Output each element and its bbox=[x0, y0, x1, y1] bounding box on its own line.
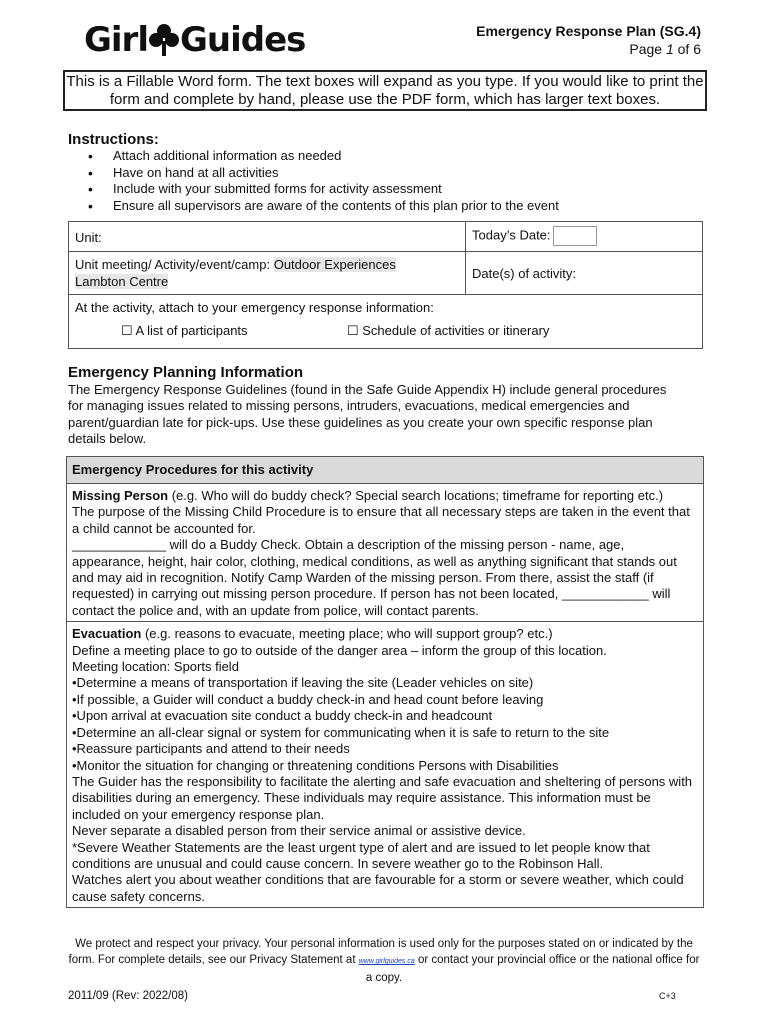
list-item: • Ensure all supervisors are aware of the contents of this plan prior to the event bbox=[88, 198, 559, 215]
missing-person-hint: (e.g. Who will do buddy check? Special search locations; timeframe for reporting etc.) bbox=[168, 488, 664, 503]
activity-dates-field[interactable] bbox=[466, 252, 703, 295]
evacuation-line: *Severe Weather Statements are the least urgent type of alert and are issued to let people know that conditions are unusual and could cause concern. In severe weather go to the Robinson Hall. bbox=[72, 839, 650, 871]
procedures-table bbox=[66, 456, 704, 908]
evacuation-line: Never separate a disabled person from their service animal or assistive device. bbox=[72, 823, 526, 839]
instructions-heading: Instructions: bbox=[68, 131, 159, 148]
evacuation-line: Watches alert you about weather conditions that are favourable for a storm or severe weather, which could cause safety concerns. bbox=[72, 872, 684, 904]
unit-label: Unit: bbox=[75, 230, 102, 245]
todays-date-label: Today’s Date: bbox=[472, 227, 551, 243]
privacy-statement bbox=[68, 936, 700, 986]
evacuation-line: The Guider has the responsibility to facilitate the alerting and safe evacuation and sheltering of persons with disabilities during an emergency. These individuals may require assistance. This information must be included on your emergency response plan. bbox=[72, 773, 693, 822]
evacuation-line: •Reassure participants and attend to their needs bbox=[72, 741, 350, 757]
girl-guides-logo bbox=[84, 18, 305, 62]
evacuation-line: •Upon arrival at evacuation site conduct a buddy check-in and headcount bbox=[72, 708, 493, 724]
fillable-form-notice: This is a Fillable Word form. The text boxes will expand as you type. If you would like to print the form and complete by hand, please use the PDF form, which has larger text boxes. bbox=[63, 70, 707, 111]
instructions-list bbox=[88, 148, 559, 214]
page-current: 1 bbox=[665, 41, 674, 57]
page-of: of 6 bbox=[677, 41, 701, 57]
todays-date-field bbox=[466, 222, 703, 252]
attachments-label: At the activity, attach to your emergency response information: bbox=[75, 300, 434, 315]
evacuation-hint: (e.g. reasons to evacuate, meeting place; who will support group? etc.) bbox=[141, 626, 553, 642]
missing-person-line: The purpose of the Missing Child Procedure is to ensure that all necessary steps are taken in the event that a child cannot be accounted for. bbox=[72, 504, 690, 536]
trefoil-icon bbox=[149, 23, 179, 57]
missing-person-title: Missing Person bbox=[72, 488, 169, 503]
evacuation-title: Evacuation bbox=[72, 626, 142, 642]
list-item: • Have on hand at all activities bbox=[88, 165, 559, 182]
list-item: • Include with your submitted forms for activity assessment bbox=[88, 181, 559, 198]
list-item: • Attach additional information as needed bbox=[88, 148, 559, 165]
evacuation-line: •If possible, a Guider will conduct a buddy check-in and head count before leaving bbox=[72, 691, 544, 707]
activity-value-line2[interactable]: Lambton Centre bbox=[75, 274, 169, 289]
evacuation-line: •Monitor the situation for changing or threatening conditions Persons with Disabilities bbox=[72, 757, 559, 773]
evacuation-line: Define a meeting place to go to outside of the danger area – inform the group of this location. bbox=[72, 642, 607, 658]
todays-date-input[interactable] bbox=[553, 226, 597, 246]
planning-paragraph: The Emergency Response Guidelines (found in the Safe Guide Appendix H) include general procedures for managing issues related to missing persons, intruders, evacuations, medical emergencies and parent/guardian late for pick-ups. Use these guidelines as you create your own specific response plan details below. bbox=[68, 382, 667, 446]
unit-field[interactable] bbox=[69, 222, 466, 252]
activity-field[interactable] bbox=[69, 252, 466, 295]
privacy-text-before: We protect and respect your privacy. Your personal information is used only for the purposes stated on or indicated by the form. For complete details, see our Privacy Statement at bbox=[68, 938, 693, 966]
evacuation-line: •Determine an all-clear signal or system for communicating when it is safe to return to the site bbox=[72, 724, 610, 740]
document-title: Emergency Response Plan (SG.4) bbox=[476, 23, 701, 39]
activity-dates-label: Date(s) of activity: bbox=[472, 265, 577, 281]
privacy-link[interactable]: www.girlguides.ca bbox=[358, 958, 415, 965]
evacuation-line: Meeting location: Sports field bbox=[72, 659, 239, 675]
activity-value-line1[interactable]: Outdoor Experiences bbox=[273, 257, 396, 272]
activity-info-table bbox=[68, 221, 703, 349]
activity-label: Unit meeting/ Activity/event/camp: bbox=[75, 257, 271, 272]
page-prefix: Page bbox=[629, 41, 663, 57]
missing-person-line: _____________ will do a Buddy Check. Obtain a description of the missing person - name, age, appearance, height, hair color, clothing, medical conditions, as well as anything significant that stands out and may aid in recognition. Notify Camp Warden of the missing person. From there, assist the staff (if requested) in carrying out missing person procedure. If person has not been located, ____________ will contact the police and, with an update from police, will contact parents. bbox=[72, 537, 677, 618]
procedures-heading: Emergency Procedures for this activity bbox=[67, 457, 703, 484]
schedule-checkbox[interactable]: ☐ Schedule of activities or itinerary bbox=[347, 323, 550, 338]
missing-person-cell[interactable] bbox=[67, 484, 703, 621]
page-indicator bbox=[629, 41, 701, 57]
logo-word-girl: Girl bbox=[84, 20, 148, 60]
privacy-text-after: or contact your provincial office or the national office for a copy. bbox=[365, 954, 700, 984]
attachments-cell bbox=[69, 295, 703, 349]
planning-heading: Emergency Planning Information bbox=[68, 364, 304, 381]
logo-word-guides: Guides bbox=[179, 20, 306, 60]
evacuation-cell[interactable] bbox=[67, 621, 703, 907]
revision-date: 2011/09 (Rev: 2022/08) bbox=[68, 990, 188, 1002]
evacuation-line: •Determine a means of transportation if leaving the site (Leader vehicles on site) bbox=[72, 675, 534, 691]
form-code: C+3 bbox=[659, 991, 676, 1001]
participants-checkbox[interactable]: ☐ A list of participants bbox=[121, 323, 248, 338]
